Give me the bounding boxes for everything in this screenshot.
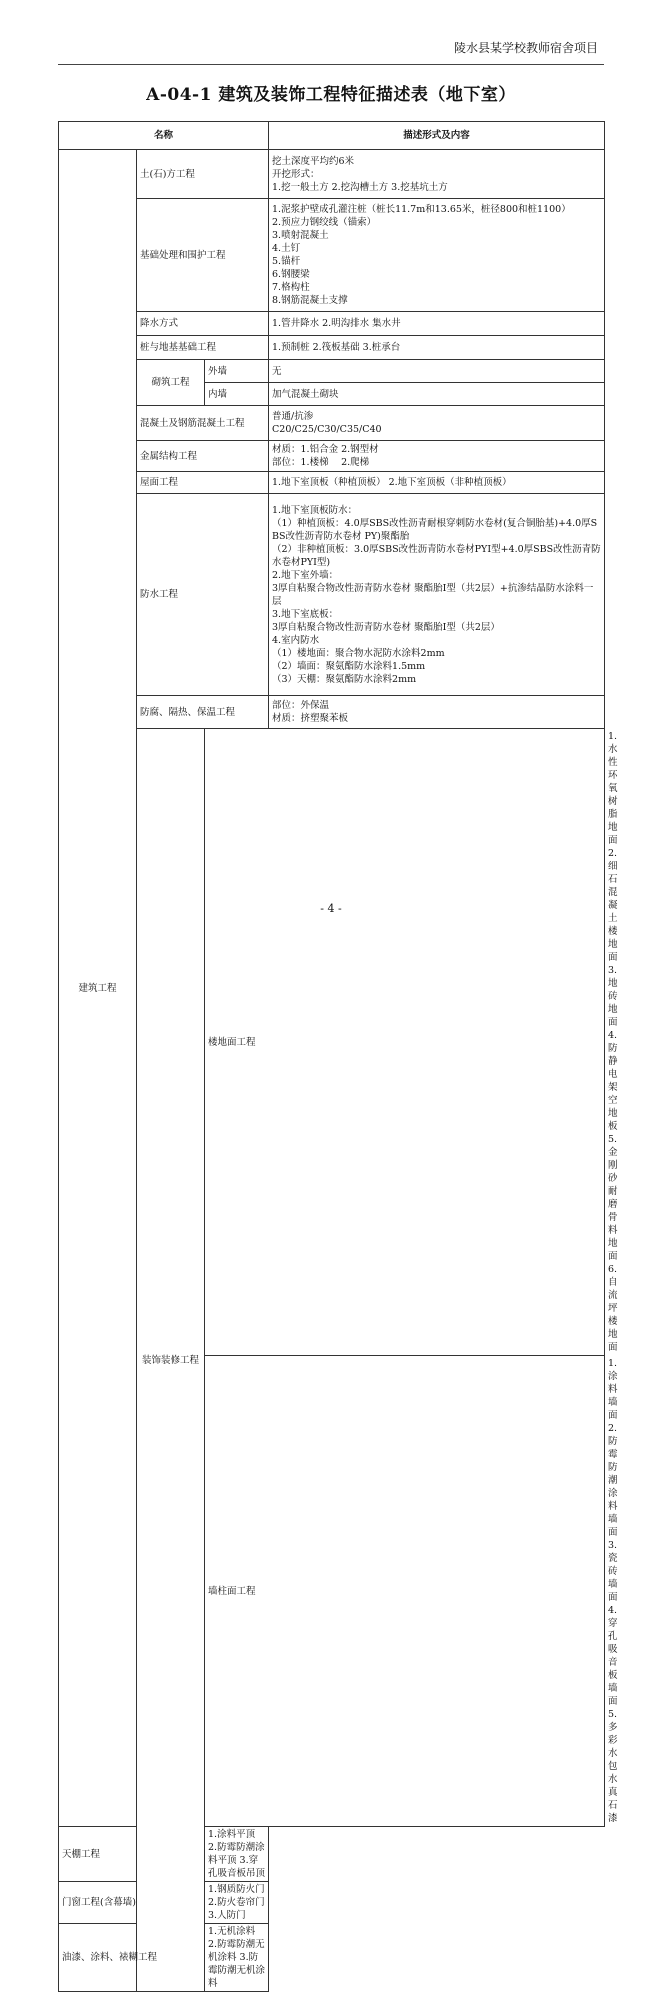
desc-line: 1.涂料平顶 2.防霉防潮涂料平顶 3.穿孔吸音板吊顶 — [208, 1829, 266, 1879]
desc-line: 3厚自粘聚合物改性沥青防水卷材 聚酯胎I型（共2层）+抗渗结晶防水涂料一层 — [272, 582, 594, 607]
table-row — [59, 150, 605, 199]
item-name: 楼地面工程 — [205, 729, 605, 1356]
desc-line: C20/C25/C30/C35/C40 — [272, 424, 382, 435]
desc-line: 7.格构柱 — [272, 282, 310, 293]
item-desc: 无 — [269, 360, 605, 383]
table-row — [59, 472, 605, 494]
table-row — [59, 312, 605, 336]
desc-line: 8.钢筋混凝土支撑 — [272, 295, 348, 306]
item-name: 油漆、涂料、裱糊工程 — [59, 1924, 205, 1992]
page-number: - 4 - — [320, 902, 342, 915]
item-desc — [205, 1924, 269, 1992]
desc-line: 1.管井降水 2.明沟排水 集水井 — [272, 318, 401, 329]
desc-line: （1）楼地面：聚合物水泥防水涂料2mm — [272, 647, 445, 659]
item-name-masonry: 砌筑工程 — [137, 360, 205, 406]
item-desc — [269, 696, 605, 729]
desc-line: 材质：1.铝合金 2.钢型材 — [272, 444, 379, 455]
desc-line: 3.地下室底板： — [272, 608, 339, 620]
item-name: 桩与地基基础工程 — [137, 336, 269, 360]
item-name: 基础处理和围护工程 — [137, 199, 269, 312]
item-desc — [269, 494, 605, 696]
item-name: 土(石)方工程 — [137, 150, 269, 199]
desc-line: 材质：挤塑聚苯板 — [272, 713, 349, 724]
desc-line: 1.地下室顶板防水： — [272, 504, 358, 516]
item-desc — [269, 472, 605, 494]
item-desc: 加气混凝土砌块 — [269, 383, 605, 406]
desc-line: 开挖形式： — [272, 168, 320, 180]
desc-line: 6.钢腰梁 — [272, 269, 310, 280]
table-row — [59, 441, 605, 472]
table-row — [59, 696, 605, 729]
table-header-row — [59, 122, 605, 150]
table-row — [59, 494, 605, 696]
item-name: 降水方式 — [137, 312, 269, 336]
desc-line: 3.喷射混凝土 — [272, 230, 329, 241]
sub-label-outer: 外墙 — [205, 360, 269, 383]
item-name: 门窗工程(含幕墙) — [59, 1882, 205, 1924]
item-name: 防水工程 — [137, 494, 269, 696]
table-row — [59, 1924, 605, 1992]
desc-line: 1.预制桩 2.筏板基础 3.桩承台 — [272, 342, 401, 353]
table-row — [59, 360, 605, 383]
table-row — [59, 1882, 605, 1924]
header-project-name: 陵水县某学校教师宿舍项目 — [453, 41, 598, 55]
desc-line: （2）非种植顶板：3.0厚SBS改性沥青防水卷材PYI型+4.0厚SBS改性沥青防水卷材PYI型) — [272, 543, 601, 568]
desc-line: 4.室内防水 — [272, 634, 320, 646]
desc-line: 3厚自粘聚合物改性沥青防水卷材 聚酯胎I型（共2层） — [272, 621, 500, 633]
item-name: 屋面工程 — [137, 472, 269, 494]
table-row: 装饰装修工程 楼地面工程 1.水性环氧树脂地面 2.细石混凝土楼地面 3.地砖地面 4.防静电架空地板 5.金刚砂耐磨骨料地面 6.自流坪楼地面 — [59, 729, 605, 1356]
sub-label-inner: 内墙 — [205, 383, 269, 406]
item-desc — [269, 150, 605, 199]
desc-line: 1.泥浆护壁成孔灌注桩（桩长11.7m和13.65米，桩径800和桩1100） — [272, 204, 571, 215]
item-name: 金属结构工程 — [137, 441, 269, 472]
table-row — [59, 199, 605, 312]
feature-table — [58, 121, 618, 1992]
desc-line: （2）墙面：聚氨酯防水涂料1.5mm — [272, 660, 426, 672]
item-name: 墙柱面工程 — [205, 1356, 605, 1827]
desc-line: 1.无机涂料 2.防霉防潮无机涂料 3.防霉防潮无机涂料 — [208, 1926, 266, 1989]
desc-line: 4.土钉 — [272, 243, 301, 254]
item-name: 天棚工程 — [59, 1827, 205, 1882]
item-desc — [269, 336, 605, 360]
desc-line: （1）种植顶板：4.0厚SBS改性沥青耐根穿刺防水卷材(复合铜胎基)+4.0厚SBS改性沥青防水卷材 PY)聚酯胎 — [272, 517, 598, 542]
desc-line: 1.钢质防火门 2.防火卷帘门 3.人防门 — [208, 1884, 265, 1921]
item-desc — [269, 406, 605, 441]
header-desc: 描述形式及内容 — [269, 122, 605, 150]
table-row — [59, 1827, 605, 1882]
item-desc — [269, 312, 605, 336]
desc-line: 部位：1.楼梯 2.爬梯 — [272, 457, 370, 468]
header-name: 名称 — [59, 122, 269, 150]
page-title: A-04-1 建筑及装饰工程特征描述表（地下室） — [146, 85, 516, 105]
category-decoration: 装饰装修工程 — [137, 729, 205, 1992]
category-building: 建筑工程 — [59, 150, 137, 1827]
header-divider — [58, 64, 604, 65]
item-desc — [205, 1827, 269, 1882]
item-desc — [269, 441, 605, 472]
desc-line: 2.预应力钢绞线（锚索） — [272, 217, 377, 228]
desc-line: 1.挖一般土方 2.挖沟槽土方 3.挖基坑土方 — [272, 181, 448, 193]
desc-line: 5.锚杆 — [272, 256, 301, 267]
table-row — [59, 336, 605, 360]
desc-line: 部位：外保温 — [272, 700, 330, 711]
desc-line: （3）天棚：聚氨酯防水涂料2mm — [272, 673, 417, 685]
desc-line: 挖土深度平均约6米 — [272, 155, 355, 167]
item-desc — [205, 1882, 269, 1924]
table-row — [59, 406, 605, 441]
desc-line: 1.地下室顶板（种植顶板） 2.地下室顶板（非种植顶板） — [272, 477, 512, 488]
desc-line: 普通/抗渗 — [272, 411, 314, 422]
table-row: 墙柱面工程 1.涂料墙面 2.防霉防潮涂料墙面 3.瓷砖墙面 4.穿孔吸音板墙面 5.多彩水包水真石漆 — [59, 1356, 605, 1827]
item-desc — [269, 199, 605, 312]
desc-line: 2.地下室外墙： — [272, 569, 339, 581]
item-name: 混凝土及钢筋混凝土工程 — [137, 406, 269, 441]
item-name: 防腐、隔热、保温工程 — [137, 696, 269, 729]
